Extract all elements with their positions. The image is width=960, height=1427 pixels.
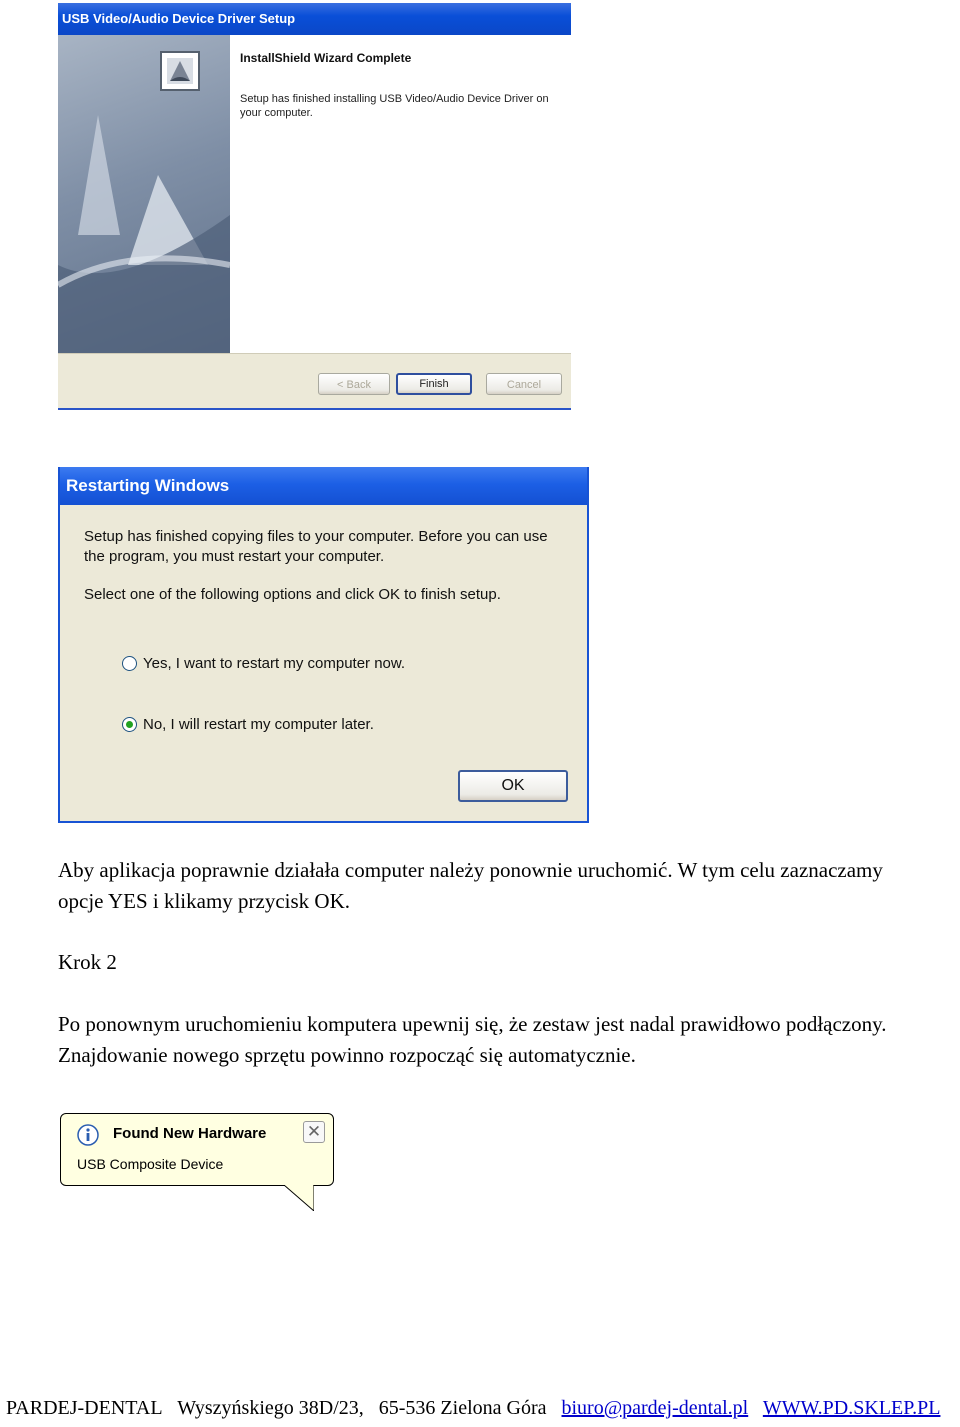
installshield-logo-icon [160, 51, 200, 91]
balloon-tail [284, 1185, 314, 1211]
wizard-title-bar: USB Video/Audio Device Driver Setup [58, 3, 571, 35]
radio-label: No, I will restart my computer later. [143, 716, 374, 733]
wizard-content-panel [230, 35, 571, 353]
radio-button-checked-icon[interactable] [122, 717, 137, 732]
radio-option-restart-later[interactable] [122, 716, 374, 733]
wizard-banner-artwork [58, 35, 230, 353]
radio-button-icon[interactable] [122, 656, 137, 671]
restart-message: Setup has finished copying files to your computer. Before you can use the program, you must restart your computer. [84, 528, 548, 565]
back-button[interactable]: < Back [318, 373, 390, 395]
balloon-message: USB Composite Device [77, 1156, 224, 1172]
installshield-wizard-screenshot [58, 3, 571, 410]
balloon-title: Found New Hardware [113, 1125, 267, 1142]
wizard-message: Setup has finished installing USB Video/Audio Device Driver on your computer. [240, 93, 549, 119]
wizard-heading: InstallShield Wizard Complete [240, 51, 412, 65]
finish-button[interactable]: Finish [396, 373, 472, 395]
close-icon[interactable]: ✕ [303, 1121, 325, 1143]
footer-website-link[interactable]: WWW.PD.SKLEP.PL [762, 1397, 941, 1419]
restart-instruction: Select one of the following options and click OK to finish setup. [84, 586, 501, 603]
wizard-button-bar [58, 353, 571, 409]
restarting-windows-dialog [58, 467, 589, 823]
page-footer [6, 1397, 950, 1420]
wizard-side-banner [58, 35, 230, 353]
instruction-paragraph: Aby aplikacja poprawnie działała computer należy ponownie uruchomić. W tym celu zaznaczamy opcje YES i klikamy przycisk OK. [58, 858, 883, 913]
step-heading: Krok 2 [58, 950, 117, 974]
radio-option-restart-now[interactable] [122, 655, 405, 672]
footer-address: Wyszyńskiego 38D/23, [177, 1397, 364, 1419]
cancel-button[interactable]: Cancel [486, 373, 562, 395]
step-description: Po ponownym uruchomieniu komputera upewnij się, że zestaw jest nadal prawidłowo podłączony. Znajdowanie nowego sprzętu powinno rozpocząć się automatycznie. [58, 1012, 887, 1067]
restart-dialog-title-bar: Restarting Windows [60, 467, 587, 505]
ok-button[interactable]: OK [458, 770, 568, 802]
footer-email-link[interactable]: biuro@pardej-dental.pl [561, 1397, 749, 1419]
info-icon [77, 1124, 99, 1146]
found-new-hardware-balloon [60, 1113, 334, 1186]
footer-city: 65-536 Zielona Góra [378, 1397, 547, 1419]
radio-label: Yes, I want to restart my computer now. [143, 655, 406, 672]
footer-company: PARDEJ-DENTAL [6, 1397, 163, 1419]
